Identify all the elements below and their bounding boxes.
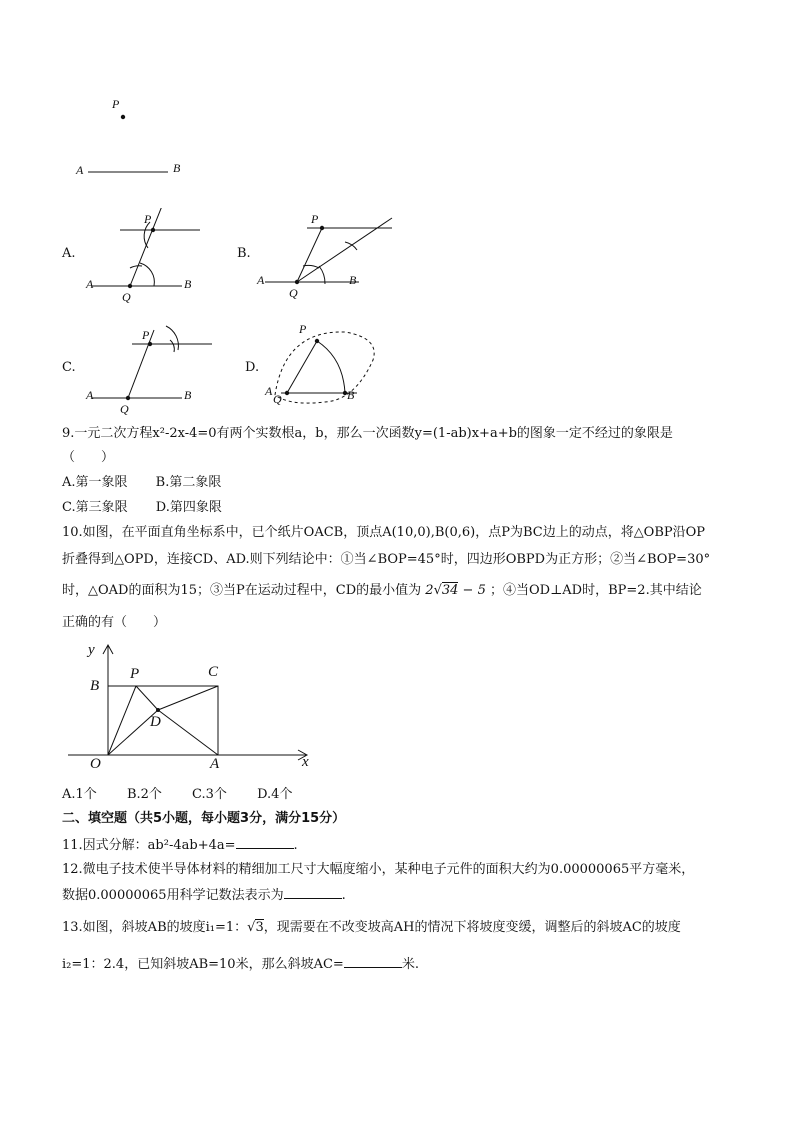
arc [319, 266, 325, 284]
section-2-heading: 二、填空题（共5小题，每小题3分，满分15分） [62, 811, 346, 826]
segment-op [108, 686, 136, 755]
label-q: Q [273, 392, 282, 406]
point-d [156, 708, 160, 712]
option-figure-d [245, 320, 395, 415]
point-q [128, 284, 132, 288]
q10-line1: 10.如图，在平面直角坐标系中，已个纸片OACB，顶点A(10,0),B(0,6)，点P为BC边上的动点，将△OBP沿OP [62, 525, 706, 540]
point-q [126, 396, 130, 400]
q10-line4: 正确的有（ ） [62, 615, 167, 630]
label-b: B [184, 277, 192, 291]
label-a: A [257, 273, 265, 287]
q13-line2 [62, 955, 419, 974]
label-o: O [90, 756, 101, 772]
q10-line3 [62, 582, 702, 600]
option-figure-c [62, 320, 222, 420]
label-y: y [88, 642, 95, 658]
point-q [295, 280, 299, 284]
point-p [315, 339, 319, 343]
q10-figure [62, 640, 322, 780]
q10-options [62, 786, 292, 804]
label-p: P [112, 97, 120, 111]
label-p: P [311, 212, 319, 226]
q12-line1: 12.微电子技术使半导体材料的精细加工尺寸大幅度缩小，某种电子元件的面积大约为0.00000065平方毫米， [62, 862, 695, 877]
q10-math-tail: − 5 [462, 583, 486, 598]
option-a-svg [62, 208, 212, 308]
segment-pq [287, 341, 317, 393]
q9-paren: （ ） [62, 450, 115, 465]
label-p: P [299, 322, 307, 336]
option-figure-b [237, 208, 402, 308]
segment-pd [136, 686, 158, 710]
point-p [320, 226, 324, 230]
transversal [128, 330, 154, 398]
q10-line3-post: ；④当OD⊥AD时，BP=2.其中结论 [489, 583, 702, 598]
option-d-svg [245, 320, 395, 415]
point-q [285, 391, 289, 395]
q9-option-b[interactable]: B.第二象限 [155, 475, 222, 490]
label-b: B [184, 388, 192, 402]
arc [140, 263, 154, 286]
q11-text: 11.因式分解：ab²-4ab+4a= [62, 838, 236, 853]
q10-option-a[interactable]: A.1个 [62, 787, 97, 802]
figure-point-segment-svg [70, 95, 190, 185]
q12-line2 [62, 886, 346, 905]
label-d: D [150, 714, 161, 730]
option-c-letter: C. [62, 360, 76, 375]
q10-figure-svg [62, 640, 322, 780]
label-p: P [144, 212, 152, 226]
label-q: Q [122, 290, 131, 304]
q11 [62, 836, 298, 855]
q10-math [425, 582, 490, 598]
q13-line1-pre: 13.如图，斜坡AB的坡度i₁=1： [62, 920, 248, 935]
q10-option-b[interactable]: B.2个 [126, 787, 162, 802]
q12-end: . [341, 888, 346, 903]
arc-pb [317, 341, 345, 393]
q9-option-a[interactable]: A.第一象限 [62, 475, 128, 490]
q9-option-c[interactable]: C.第三象限 [62, 500, 128, 515]
arc [303, 265, 319, 268]
label-c: C [208, 664, 219, 680]
segment-ad [158, 710, 218, 755]
q10-option-c[interactable]: C.3个 [192, 787, 227, 802]
label-b: B [173, 161, 181, 175]
option-a-letter: A. [62, 246, 76, 261]
q10-math-coef: 2 [425, 583, 434, 598]
label-p: P [142, 328, 150, 342]
dashed-curve [275, 332, 374, 403]
label-a: A [210, 756, 220, 772]
q13-line1 [62, 919, 681, 937]
arc [170, 340, 174, 352]
option-figure-a [62, 208, 212, 308]
rectangle-oacb [108, 686, 218, 755]
q9-stem: 9.一元二次方程x²-2x-4=0有两个实数根a，b，那么一次函数y=(1-ab)x+a+b的图象一定不经过的象限是 [62, 426, 673, 441]
figure-point-segment [70, 95, 190, 185]
option-b-letter: B. [237, 246, 251, 261]
q9-options-row1 [62, 474, 221, 492]
q13-line2-post: 米. [401, 957, 419, 972]
q10-math-rad: 34 [441, 583, 459, 598]
option-b-svg [237, 208, 402, 308]
label-p: P [130, 666, 140, 682]
q10-line2: 折叠得到△OPD，连接CD、AD.则下列结论中：①当∠BOP=45°时，四边形OBPD为正方形；②当∠BOP=30° [62, 552, 711, 567]
point-p [121, 115, 125, 119]
label-x: x [302, 754, 309, 770]
point-p [151, 228, 155, 232]
label-q: Q [120, 402, 129, 416]
q13-rad: 3 [255, 920, 264, 935]
q13-answer-blank[interactable] [344, 955, 402, 968]
label-a: A [86, 388, 94, 402]
q12-text: 数据0.00000065用科学记数法表示为 [62, 888, 284, 903]
q10-option-d[interactable]: D.4个 [257, 787, 293, 802]
q11-answer-blank[interactable] [236, 836, 294, 849]
option-d-letter: D. [245, 360, 260, 375]
label-b: B [90, 678, 100, 694]
q10-line3-pre: 时，△OAD的面积为15；③当P在运动过程中，CD的最小值为 [62, 583, 422, 598]
q9-option-d[interactable]: D.第四象限 [155, 500, 222, 515]
segment-cd [158, 686, 218, 710]
label-q: Q [289, 286, 298, 300]
q13-line2-pre: i₂=1：2.4，已知斜坡AB=10米，那么斜坡AC= [62, 957, 344, 972]
label-a: A [86, 277, 94, 291]
q9-options-row2 [62, 499, 222, 517]
arc [166, 326, 178, 350]
sqrt-sign: √ [433, 583, 442, 598]
sqrt-sign: √ [247, 920, 256, 935]
label-a: A [265, 384, 273, 398]
q12-answer-blank[interactable] [284, 886, 342, 899]
label-b: B [347, 388, 355, 402]
q13-line1-post: ，现需要在不改变坡高AH的情况下将坡度变缓，调整后的斜坡AC的坡度 [263, 920, 681, 935]
q11-end: . [293, 838, 298, 853]
label-a: A [76, 163, 84, 177]
arc [130, 266, 142, 268]
label-b: B [349, 273, 357, 287]
